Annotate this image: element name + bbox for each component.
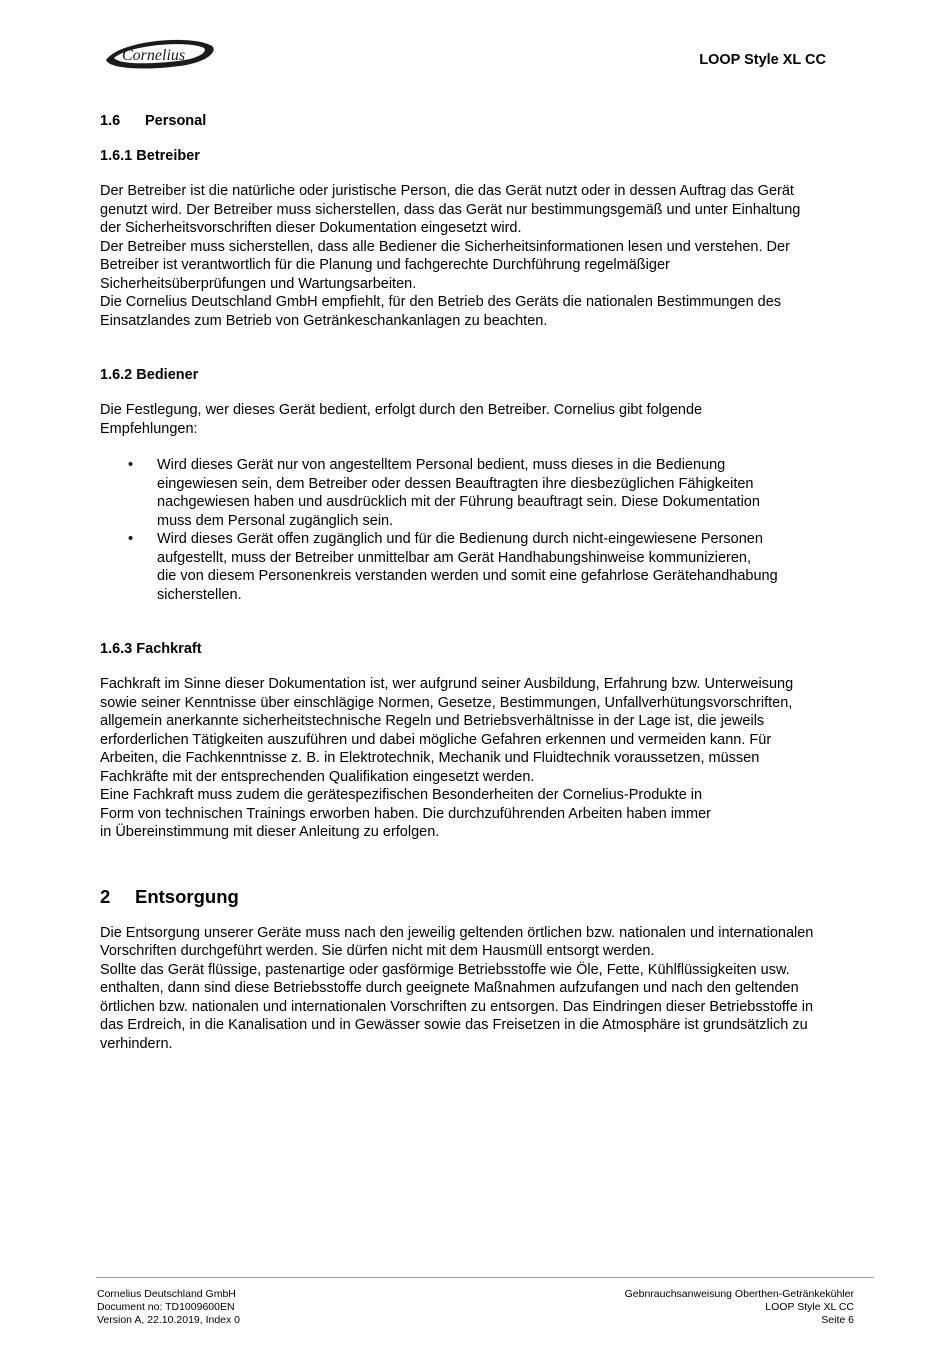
text-line: das Erdreich, in die Kanalisation und in Gewässer sowie das Freisetzen in die Atmosphäre ist grundsätzlich zu xyxy=(100,1017,808,1033)
text-line: Eine Fachkraft muss zudem die gerätespezifischen Besonderheiten der Cornelius-Produkte in xyxy=(100,787,703,803)
text-line: örtlichen bzw. nationalen und internationalen Vorschriften zu entsorgen. Das Eindringen dieser Betriebsstoffe in xyxy=(100,998,814,1015)
section-title: Personal xyxy=(145,113,207,129)
text-line: verhindern. xyxy=(100,1035,173,1052)
paragraph-fachkraft xyxy=(100,675,895,842)
text-line: in Übereinstimmung mit dieser Anleitung zu erfolgen. xyxy=(100,824,440,840)
text-line: allgemein anerkannte sicherheitstechnische Regeln und Betriebsverhältnisse in der Lage ist, die jeweils xyxy=(100,713,765,729)
text-line: Vorschriften durchgeführt werden. Sie dürfen nicht mit dem Hausmüll entsorgt werden. xyxy=(100,943,655,959)
text-line: der Sicherheitsvorschriften dieser Dokumentation eingesetzt wird. xyxy=(100,220,522,236)
cornelius-logo xyxy=(100,36,218,70)
section-heading-1-6 xyxy=(100,113,895,129)
text-line: Einsatzlandes zum Betrieb von Getränkeschankanlagen zu beachten. xyxy=(100,312,548,329)
document-title: LOOP Style XL CC xyxy=(699,52,826,68)
footer-version: Version A, 22.10.2019, Index 0 xyxy=(97,1314,241,1326)
text-line: Sollte das Gerät flüssige, pastenartige oder gasförmige Betriebsstoffe wie Öle, Fette, Kühlflüssigkeiten usw. xyxy=(100,961,790,978)
text-line: Wird dieses Gerät nur von angestelltem Personal bedient, muss dieses in die Bedienung xyxy=(157,457,726,473)
text-line: Die Cornelius Deutschland GmbH empfiehlt, für den Betrieb des Geräts die nationalen Bestimmungen des xyxy=(100,294,782,310)
page-content xyxy=(100,113,895,1053)
text-line: Empfehlungen: xyxy=(100,420,198,437)
section-number: 1.6 xyxy=(100,113,121,129)
footer-document-number: Document no: TD1009600EN xyxy=(97,1301,235,1313)
text-line: muss dem Personal zugänglich sein. xyxy=(157,512,394,529)
bullet-icon: • xyxy=(128,457,134,473)
chapter-number: 2 xyxy=(100,885,111,907)
subsection-heading-fachkraft: 1.6.3 Fachkraft xyxy=(100,641,202,657)
chapter-heading-entsorgung xyxy=(100,886,895,908)
paragraph-betreiber xyxy=(100,182,895,330)
text-line: enthalten, dann sind diese Betriebsstoffe durch geeignete Maßnahmen aufzufangen und nach den geltenden xyxy=(100,980,799,996)
text-line: Die Entsorgung unserer Geräte muss nach den jeweilig geltenden örtlichen bzw. nationalen und internationalen xyxy=(100,924,814,941)
text-line: Fachkraft im Sinne dieser Dokumentation ist, wer aufgrund seiner Ausbildung, Erfahrung bzw. Unterweisung xyxy=(100,676,794,692)
subsection-heading-betreiber: 1.6.1 Betreiber xyxy=(100,148,200,164)
list-item xyxy=(100,456,895,530)
footer-divider xyxy=(96,1277,874,1278)
text-line: Die Festlegung, wer dieses Gerät bedient, erfolgt durch den Betreiber. Cornelius gibt folgende xyxy=(100,402,703,418)
footer-right xyxy=(625,1288,854,1327)
text-line: Der Betreiber muss sicherstellen, dass alle Bediener die Sicherheitsinformationen lesen und verstehen. Der xyxy=(100,238,790,255)
paragraph-bediener-intro xyxy=(100,401,895,438)
paragraph-entsorgung xyxy=(100,924,895,1054)
text-line: Der Betreiber ist die natürliche oder juristische Person, die das Gerät nutzt oder in dessen Auftrag das Gerät xyxy=(100,183,794,199)
text-line: aufgestellt, muss der Betreiber unmittelbar am Gerät Handhabungshinweise kommunizieren, xyxy=(157,549,751,566)
chapter-title: Entsorgung xyxy=(135,885,239,907)
footer-manual-title: Gebnrauchsanweisung Oberthen-Getränkekühler xyxy=(624,1288,854,1300)
text-line: Form von technischen Trainings erworben haben. Die durchzuführenden Arbeiten haben immer xyxy=(100,805,711,822)
text-line: sowie seiner Kenntnisse über einschlägige Normen, Gesetze, Bestimmungen, Unfallverhütungsvorschriften, xyxy=(100,694,793,711)
footer-company: Cornelius Deutschland GmbH xyxy=(97,1288,236,1300)
footer-left xyxy=(97,1288,240,1327)
footer-product: LOOP Style XL CC xyxy=(765,1301,854,1313)
text-line: eingewiesen sein, dem Betreiber oder dessen Beauftragten ihre diesbezüglichen Fähigkeiten xyxy=(157,475,754,492)
text-line: Arbeiten, die Fachkenntnisse z. B. in Elektrotechnik, Mechanik und Fluidtechnik voraussetzen, müssen xyxy=(100,750,760,766)
logo-wordmark: Cornelius xyxy=(122,47,186,64)
text-line: Fachkräfte mit der entsprechenden Qualifikation eingesetzt werden. xyxy=(100,768,535,785)
text-line: Wird dieses Gerät offen zugänglich und für die Bedienung durch nicht-eingewiesene Personen xyxy=(157,531,763,547)
subsection-heading-bediener: 1.6.2 Bediener xyxy=(100,367,199,383)
list-item xyxy=(100,530,895,604)
text-line: sicherstellen. xyxy=(157,586,242,603)
bullet-icon: • xyxy=(128,531,134,547)
text-line: erforderlichen Tätigkeiten auszuführen und dabei mögliche Gefahren erkennen und vermeiden kann. Für xyxy=(100,731,772,748)
text-line: nachgewiesen haben und ausdrücklich mit der Führung beauftragt sein. Diese Dokumentation xyxy=(157,494,760,510)
text-line: Sicherheitsüberprüfungen und Wartungsarbeiten. xyxy=(100,275,417,292)
text-line: Betreiber ist verantwortlich für die Planung und fachgerechte Durchführung regelmäßiger xyxy=(100,257,670,273)
text-line: genutzt wird. Der Betreiber muss sicherstellen, dass das Gerät nur bestimmungsgemäß und unter Einhaltung xyxy=(100,201,801,218)
text-line: die von diesem Personenkreis verstanden werden und somit eine gefahrlose Gerätehandhabung xyxy=(157,568,778,584)
bediener-bullet-list xyxy=(100,456,895,604)
footer-page-number: Seite 6 xyxy=(821,1314,854,1326)
